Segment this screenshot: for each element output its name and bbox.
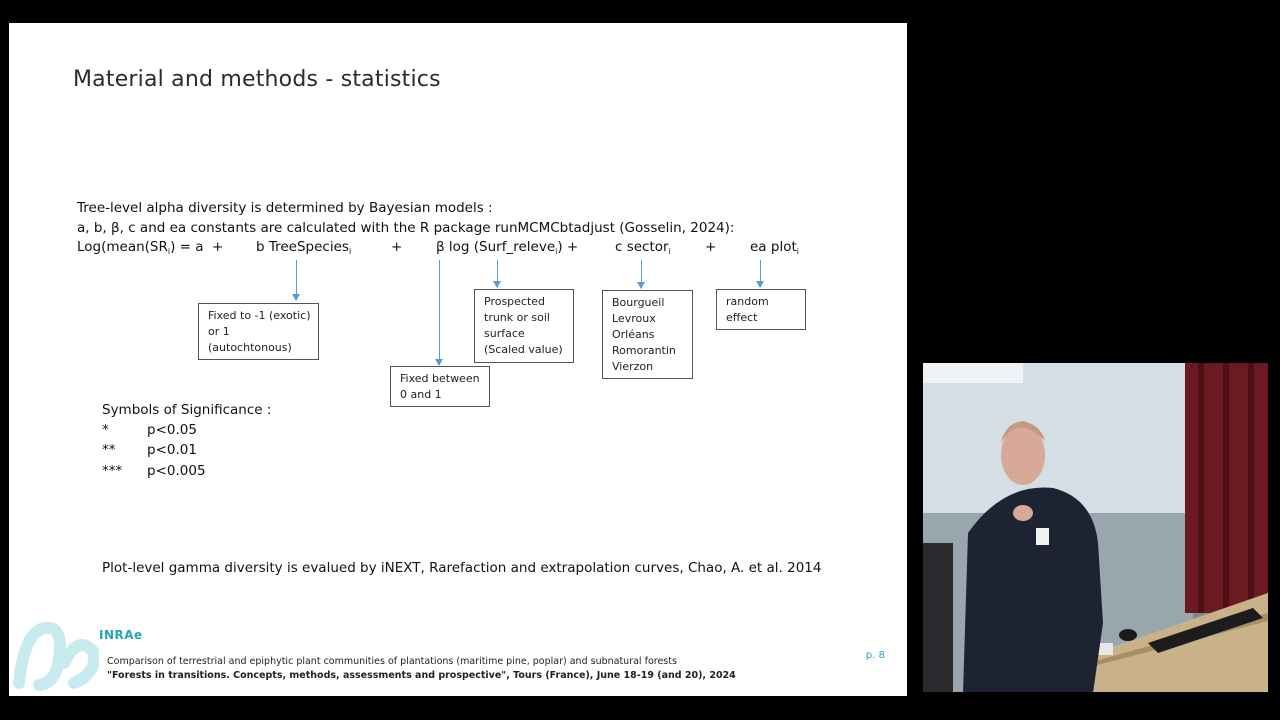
box-surface: Prospected trunk or soil surface (Scaled value) xyxy=(474,289,574,363)
arrow-plot xyxy=(760,260,761,287)
box-plot: random effect xyxy=(716,289,806,330)
intro-line-1: Tree-level alpha diversity is determined by Bayesian models : xyxy=(77,200,493,216)
arrow-sector xyxy=(641,260,642,288)
arrow-surf xyxy=(497,260,498,287)
arrow-beta xyxy=(439,260,440,365)
box-sector: Bourgueil Levroux Orléans Romorantin Vierzon xyxy=(602,290,693,379)
arrow-tree-species xyxy=(296,260,297,300)
intro-line-2: a, b, β, c and ea constants are calculated with the R package runMCMCbtadjust (Gosselin, 2024): xyxy=(77,220,735,236)
presenter-video-feed xyxy=(923,363,1268,692)
equation-term-tree-species: b TreeSpecies$_i$ xyxy=(256,239,352,256)
equation-term-lhs: $Log(mean(SR_i) = a$ xyxy=(77,239,204,256)
footer-conference: "Forests in transitions. Concepts, methods, assessments and prospective", Tours (France), June 18-19 (and 20), 2024 xyxy=(107,670,736,681)
box-beta: Fixed between 0 and 1 xyxy=(390,366,490,407)
slide-title: Material and methods - statistics xyxy=(73,67,441,92)
equation-term-surf: β log (Surf_releve$_i$) + xyxy=(436,239,579,256)
inrae-logo: INRAe xyxy=(99,628,143,642)
presentation-slide: Material and methods - statistics Tree-level alpha diversity is determined by Bayesian models : a, b, β, c and ea constants are calculated with the R package runMCMCbtadjust (Gosselin, 2024): $Log(mean(SR_i) = a$ + b TreeSpecies$_i$ + β log (Surf_releve$_i$) + c sector$_i$ + ea plot$_i$ Fixed to -1 (exotic) or 1 (autochtonous) Fixed between 0 and 1 Prospected trunk or soil surface (Scaled value) Bourgueil Levroux Orléans Romorantin Vierzon random effect Symbols of Significance : * p<0.05 ** p<0.01 *** p<0.005 Plot-level gamma diversity is evalued by iNEXT, Rarefaction and extrapolation curves, Chao, A. et al. 2014 INRAe Comparison of terrestrial and epiphytic plant communities of plantations (maritime pine, poplar) and subnatural forests "Forests in transitions. Concepts, methods, assessments and prospective", Tours (France), June 18-19 (and 20), 2024 p. 8 xyxy=(9,23,907,696)
box-tree-species: Fixed to -1 (exotic) or 1 (autochtonous) xyxy=(198,303,319,360)
equation-plus: + xyxy=(705,239,717,255)
ae-watermark-logo xyxy=(9,613,99,693)
equation-term-sector: c sector$_i$ xyxy=(615,239,671,256)
equation-term-plot: ea plot$_i$ xyxy=(750,239,799,256)
gamma-diversity-line: Plot-level gamma diversity is evalued by iNEXT, Rarefaction and extrapolation curves, Chao, A. et al. 2014 xyxy=(102,560,822,576)
equation-plus: + xyxy=(391,239,403,255)
page-number: p. 8 xyxy=(865,650,885,661)
equation-plus: + xyxy=(212,239,224,255)
footer-subtitle: Comparison of terrestrial and epiphytic plant communities of plantations (maritime pine, poplar) and subnatural forests xyxy=(107,656,677,667)
significance-heading: Symbols of Significance : xyxy=(102,402,272,418)
